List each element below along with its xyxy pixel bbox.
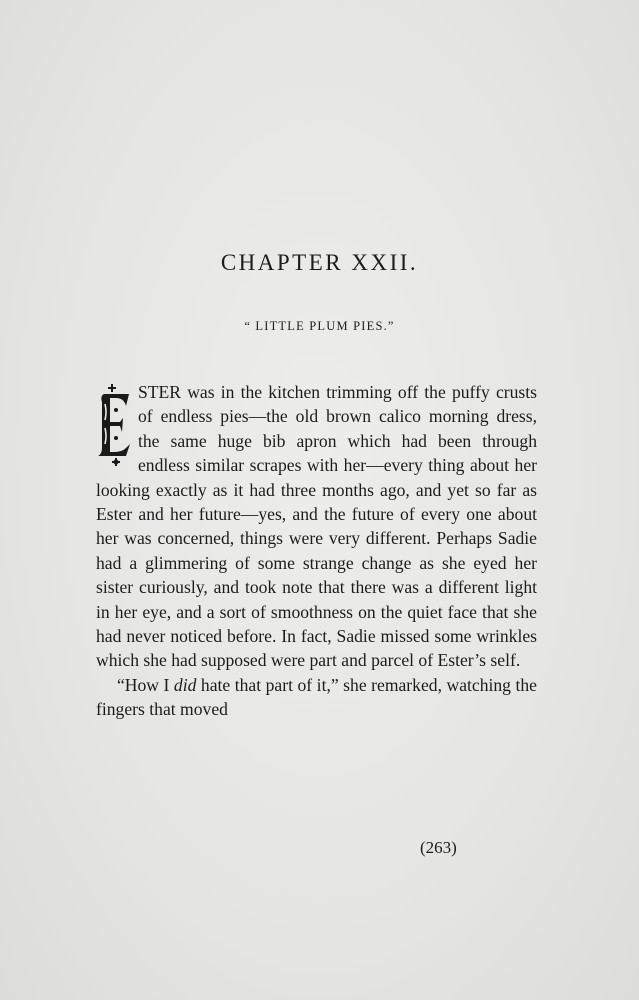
paragraph-1 (96, 380, 537, 673)
ornamental-dropcap (96, 382, 132, 468)
paragraph-1-text: STER was in the kitchen trimming off the puffy crusts of endless pies—the old brown calico morning dress, the same huge bib apron which had been through endless similar scrapes with her—every thing about her looking exactly as it had three months ago, and yet so far as Ester and her future—yes, and the future of every one about her was concerned, things were very different. Perhaps Sadie had a glimmering of some strange change as she eyed her sister curiously, and took note that there was a different light in her eye, and a sort of smoothness on the quiet face that she had never noticed before. In fact, Sadie missed some wrinkles which she had supposed were part and parcel of Ester’s self. (96, 382, 537, 671)
paragraph-2-emphasis: did (173, 674, 197, 695)
chapter-subtitle: “ LITTLE PLUM PIES.” (244, 319, 395, 333)
paragraph-2-start: “How I (117, 674, 174, 695)
chapter-title: CHAPTER XXII. (220, 250, 419, 275)
body-text (96, 380, 537, 722)
page-number: (263) (420, 838, 457, 857)
paragraph-2-end: hate that part of it,” she remarked, watching the fingers that moved (96, 674, 537, 720)
paragraph-2 (96, 673, 537, 722)
